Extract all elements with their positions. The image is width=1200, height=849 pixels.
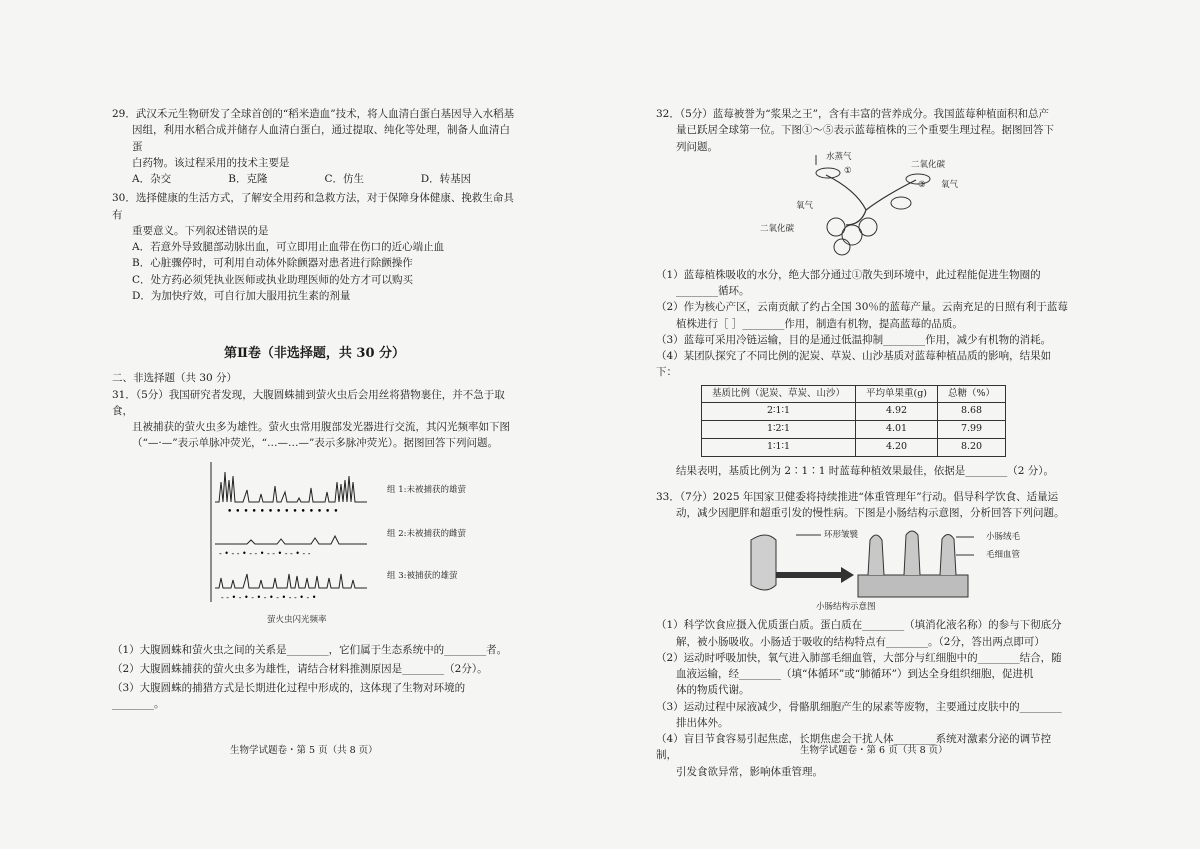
group2-trace (215, 536, 367, 544)
table-row (702, 438, 1006, 456)
label-co2-bottom: 二氧化碳 (760, 223, 795, 234)
right-page (656, 106, 1071, 780)
q30-option-b: B．心脏骤停时，可利用自动体外除颤器对患者进行除颤操作 (132, 257, 413, 270)
label-villi: 小肠绒毛 (986, 532, 1021, 543)
q31-sub-1: （1）大腹圆蛛和萤火虫之间的关系是________，它们属于生态系统中的________者。 (112, 643, 508, 656)
q31-stem-2: 且被捕获的萤火虫多为雄性。萤火虫常用腹部发光器进行交流，其闪光频率如下图 (132, 421, 510, 434)
intestine-caption: 小肠结构示意图 (816, 602, 876, 613)
table-header-cell: 基质比例（泥炭、草炭、山沙） (702, 385, 856, 403)
q33-stem-2: 动，减少因肥胖和超重引发的慢性病。下图是小肠结构示意图，分析回答下列问题。 (676, 507, 1065, 520)
q30-stem-1: 30．选择健康的生活方式，了解安全用药和急救方法，对于保障身体健康、挽救生命具有 (112, 192, 514, 221)
group1-legend: 组 1:未被捕获的雄萤 (387, 484, 466, 495)
q33-sub-3a: （3）运动过程中尿液减少，骨骼肌细胞产生的尿素等废物，主要通过皮肤中的________ (656, 700, 1062, 713)
table-cell: 2∶1∶1 (702, 403, 856, 421)
left-page (112, 106, 517, 713)
q33-sub-2c: 体的物质代谢。 (676, 684, 750, 697)
q32-conclusion: 结果表明，基质比例为 2∶1∶1 时蓝莓种植效果最佳，依据是________（2 分）。 (676, 464, 1054, 477)
q33-sub-2a: （2）运动时呼吸加快，氧气进入肺部毛细血管，大部分与红细胞中的________结合，随 (656, 651, 1062, 664)
table-cell: 1∶1∶1 (702, 438, 856, 456)
q33-sub-1a: （1）科学饮食应摄入优质蛋白质。蛋白质在________（填消化液名称）的参与下彻底分 (656, 619, 1062, 632)
table-header-cell: 平均单果重(g) (856, 385, 938, 403)
q33-sub-4b: 引发食欲异常，影响体重管理。 (676, 765, 823, 778)
q30-stem-2: 重要意义。下列叙述错误的是 (132, 224, 269, 237)
table-cell: 7.99 (938, 421, 1006, 439)
q32-sub-2b: 植株进行［ ］________作用，制造有机物，提高蓝莓的品质。 (676, 317, 963, 330)
q32-stem-3: 列问题。 (676, 140, 718, 153)
q33-sub-2b: 血液运输，经________（填“体循环”或“肺循环”）到达全身组织细胞，促进机 (676, 668, 1034, 681)
section-title: 第Ⅱ卷（非选择题，共 30 分） (223, 346, 406, 362)
table-cell: 8.68 (938, 403, 1006, 421)
q29-stem-1: 29．武汉禾元生物研发了全球首创的“稻米造血”技术，将人血清白蛋白基因导入水稻基 (112, 108, 515, 120)
q29-option-b: B．克隆 (228, 173, 268, 186)
blueberry-figure (656, 151, 1071, 267)
q33-sub-3b: 排出体外。 (676, 716, 729, 729)
q30-option-d: D．为加快疗效，可自行加大服用抗生素的剂量 (132, 289, 351, 302)
svg-text:- • - - • - - • - - • - - • -: - • - - • - - • - - • - - • - - (219, 548, 311, 558)
q32-sub-4: （4）某团队探究了不同比例的泥炭、草炭、山沙基质对蓝莓种植品质的影响，结果如下： (656, 350, 1052, 379)
label-process-3: ③ (918, 179, 926, 190)
table-cell: 8.20 (938, 438, 1006, 456)
q31-stem-1: 31．（5分）我国研究者发现，大腹圆蛛捕到萤火虫后会用丝将猎物裹住，并不急于取食， (112, 388, 505, 417)
table-row (702, 421, 1006, 439)
left-footer: 生物学试题卷・第 5 页（共 8 页） (230, 745, 378, 756)
q29-option-c: C．仿生 (324, 173, 365, 186)
svg-text:- - • - • - • - • - • - - • -: - - • - • - • - • - • - - • - • (221, 592, 317, 602)
q29-option-a: A．杂交 (132, 173, 172, 186)
small-intestine-drawing (746, 525, 976, 605)
label-circular-folds: 环形皱襞 (824, 530, 859, 541)
q32-sub-3: （3）蓝莓可采用冷链运输，目的是通过低温抑制________作用，减少有机物的消耗。 (656, 333, 1052, 346)
substrate-table (701, 385, 1006, 457)
q29-stem-3: 白药物。该过程采用的技术主要是 (132, 156, 290, 169)
table-row (702, 403, 1006, 421)
section-subtitle: 二、非选择题（共 30 分） (112, 372, 238, 385)
label-water-vapor: 水蒸气 (826, 151, 852, 162)
right-footer: 生物学试题卷・第 6 页（共 8 页） (800, 745, 948, 756)
q33-sub-4a: （4）盲目节食容易引起焦虑，长期焦虑会干扰人体________系统对激素分泌的调节控制， (656, 733, 1052, 762)
table-cell: 4.01 (856, 421, 938, 439)
q29-options (112, 171, 517, 187)
group1-trace (215, 472, 367, 502)
q29-stem-2: 因组，利用水稻合成并储存人血清白蛋白，通过提取、纯化等处理，制备人血清白蛋 (132, 124, 510, 153)
q30-option-a: A．若意外导致腿部动脉出血，可立即用止血带在伤口的近心端止血 (132, 241, 445, 254)
q29-option-d: D．转基因 (420, 173, 472, 186)
q32-stem-2: 量已跃居全球第一位。下图①～⑤表示蓝莓植株的三个重要生理过程。据图回答下 (676, 124, 1054, 137)
table-cell: 4.92 (856, 403, 938, 421)
q31-stem-3: （“—·—”表示单脉冲荧光，“…—…—”表示多脉冲荧光）。据图回答下列问题。 (132, 437, 499, 450)
q31-sub-2: （2）大腹圆蛛捕获的萤火虫多为雄性，请结合材料推测原因是________（2分）。 (112, 662, 488, 675)
label-capillaries: 毛细血管 (986, 550, 1021, 561)
intestine-figure (656, 521, 1071, 617)
firefly-flash-figure (207, 462, 507, 632)
q33-stem-1: 33．（7分）2025 年国家卫健委将持续推进“体重管理年”行动。倡导科学饮食、适量运 (656, 490, 1059, 503)
label-oxygen-right: 氧气 (941, 179, 959, 190)
svg-text:• • • • • • • • • • •: • • • • • • • • • • • • • • (227, 506, 339, 517)
chart-caption: 萤火虫闪光频率 (267, 614, 327, 625)
group2-legend: 组 2:未被捕获的雌萤 (387, 528, 466, 539)
table-cell: 4.20 (856, 438, 938, 456)
q31-sub-3: （3）大腹圆蛛的捕猎方式是长期进化过程中形成的，这体现了生物对环境的________。 (112, 682, 466, 711)
group3-legend: 组 3:被捕获的雄萤 (387, 570, 458, 581)
label-co2-top: 二氧化碳 (911, 159, 946, 170)
label-process-1: ① (844, 165, 852, 176)
table-cell: 1∶2∶1 (702, 421, 856, 439)
flash-frequency-graph (207, 462, 382, 612)
q32-stem-1: 32．（5分）蓝莓被誉为“浆果之王”，含有丰富的营养成分。我国蓝莓种植面积和总产 (656, 108, 1050, 120)
q33-sub-1b: 解，被小肠吸收。小肠适于吸收的结构特点有________。（2分，答出两点即可） (676, 635, 1045, 648)
table-header-cell: 总糖（%） (938, 385, 1006, 403)
label-oxygen-left: 氧气 (796, 200, 814, 211)
q32-sub-2a: （2）作为核心产区，云南贡献了约占全国 30％的蓝莓产量。云南充足的日照有利于蓝莓 (656, 301, 1068, 314)
q30-option-c: C．处方药必须凭执业医师或执业助理医师的处方才可以购买 (132, 273, 414, 286)
q32-sub-1b: ________循环。 (676, 285, 750, 298)
q32-sub-1a: （1）蓝莓植株吸收的水分，绝大部分通过①散失到环境中，此过程能促进生物圈的 (656, 268, 1041, 281)
group3-trace (215, 574, 367, 588)
table-header-row (702, 385, 1006, 403)
